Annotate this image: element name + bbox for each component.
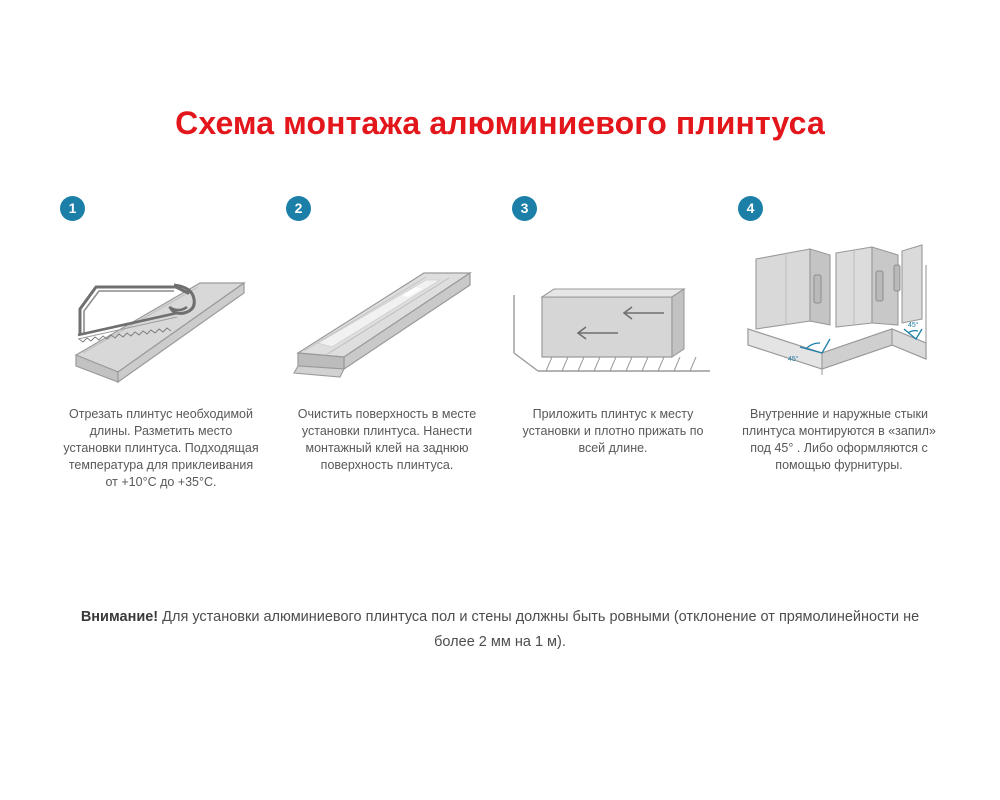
- step-4: [726, 196, 952, 474]
- step-1-caption: Отрезать плинтус необходимой длины. Разметить место установки плинтуса. Подходящая температура для приклеивания от +10°C до +35°C.: [63, 407, 259, 489]
- step-2-number: 2: [286, 196, 311, 221]
- warning-note-lead: Внимание!: [80, 609, 159, 625]
- inner-angle-label: 45°: [788, 356, 799, 363]
- step-1-number: 1: [60, 196, 85, 221]
- step-2-caption: Очистить поверхность в месте установки плинтуса. Нанести монтажный клей на заднюю поверхность плинтуса.: [297, 407, 477, 472]
- warning-note: [80, 605, 920, 655]
- page-title: Схема монтажа алюминиевого плинтуса: [175, 105, 825, 141]
- step-3-caption: Приложить плинтус к месту установки и плотно прижать по всей длине.: [522, 407, 704, 455]
- hacksaw-cutting-skirting-icon: [48, 225, 274, 400]
- outer-angle-label: 45°: [908, 322, 919, 329]
- press-skirting-to-wall-icon: [500, 225, 726, 400]
- step-1: [48, 196, 274, 491]
- corner-joints-45-degrees-icon: [726, 225, 952, 400]
- steps-row: [48, 196, 952, 491]
- step-3: [500, 196, 726, 457]
- warning-note-text: Для установки алюминиевого плинтуса пол и стены должны быть ровными (отклонение от прямолинейности не более 2 мм на 1 м).: [158, 609, 920, 650]
- step-3-number: 3: [512, 196, 537, 221]
- step-4-caption: Внутренние и наружные стыки плинтуса монтируются в «запил» под 45° . Либо оформляются с помощью фурнитуры.: [742, 407, 936, 472]
- step-4-number: 4: [738, 196, 763, 221]
- step-2: [274, 196, 500, 474]
- skirting-profile-cleaning-icon: [274, 225, 500, 400]
